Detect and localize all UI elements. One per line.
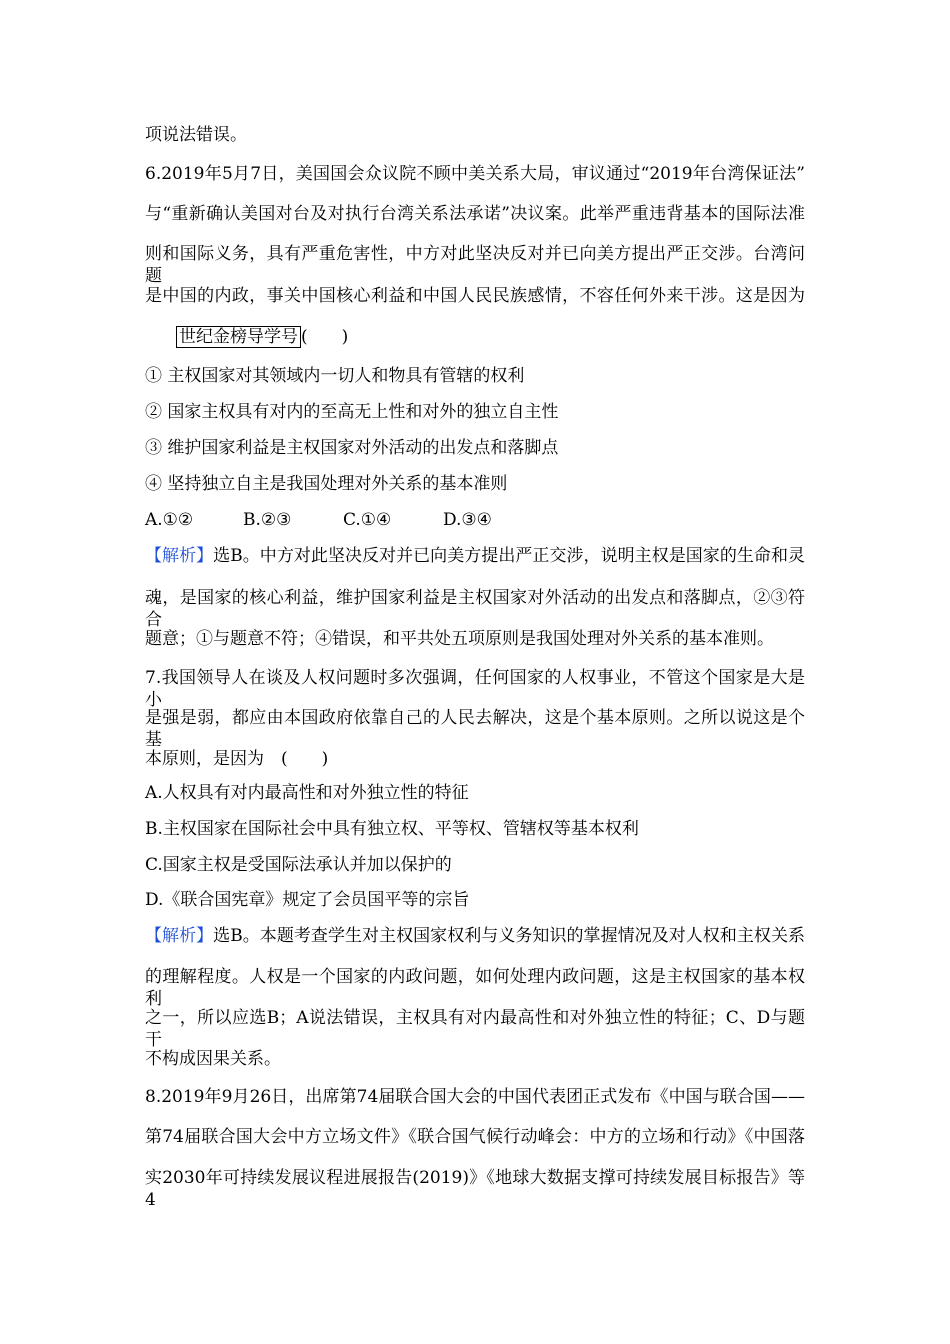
q6-option-d: D.③④ (443, 510, 492, 530)
q6-stem-line: 6.2019年5月7日，美国国会众议院不顾中美关系大局，审议通过“2019年台湾保证法” (145, 164, 805, 184)
q6-analysis-line: 【解析】选B。中方对此坚决反对并已向美方提出严正交涉，说明主权是国家的生命和灵 (145, 546, 806, 566)
q6-option-c: C.①④ (343, 510, 392, 530)
analysis-tag: 【解析】 (145, 546, 214, 566)
q7-option-c: C.国家主权是受国际法承认并加以保护的 (145, 855, 452, 875)
q6-item: ① 主权国家对其领域内一切人和物具有管辖的权利 (145, 366, 525, 386)
q8-stem-line: 8.2019年9月26日，出席第74届联合国大会的中国代表团正式发布《中国与联合国—— (145, 1087, 805, 1107)
q6-source-line (176, 326, 348, 348)
q6-item: ② 国家主权具有对内的至高无上性和对外的独立自主性 (145, 402, 559, 422)
q6-item: ③ 维护国家利益是主权国家对外活动的出发点和落脚点 (145, 438, 559, 458)
q7-stem-line: 本原则，是因为 ( ) (145, 749, 329, 769)
q6-option-a: A.①② (145, 510, 194, 530)
q6-option-b: B.②③ (243, 510, 292, 530)
q6-stem-line: 是中国的内政，事关中国核心利益和中国人民民族感情，不容任何外来干涉。这是因为 (145, 286, 805, 306)
answer-paren: ( ) (301, 327, 349, 347)
q6-stem-line: 则和国际义务，具有严重危害性，中方对此坚决反对并已向美方提出严正交涉。台湾问题 (145, 244, 805, 286)
q7-option-d: D.《联合国宪章》规定了会员国平等的宗旨 (145, 890, 470, 910)
q6-options (145, 509, 492, 531)
q6-analysis-line: 魂，是国家的核心利益，维护国家利益是主权国家对外活动的出发点和落脚点，②③符合 (145, 588, 805, 630)
analysis-tag: 【解析】 (145, 926, 214, 946)
source-tag: 世纪金榜导学号 (176, 326, 301, 348)
q7-option-b: B.主权国家在国际社会中具有独立权、平等权、管辖权等基本权利 (145, 819, 639, 839)
q6-stem-line: 与“重新确认美国对台及对执行台湾关系法承诺”决议案。此举严重违背基本的国际法准 (145, 204, 805, 224)
q7-option-a: A.人权具有对内最高性和对外独立性的特征 (145, 783, 469, 803)
q7-stem-line: 7.我国领导人在谈及人权问题时多次强调，任何国家的人权事业，不管这个国家是大是小 (145, 668, 805, 710)
q6-item: ④ 坚持独立自主是我国处理对外关系的基本准则 (145, 474, 508, 494)
q8-stem-line: 实2030年可持续发展议程进展报告(2019)》《地球大数据支撑可持续发展目标报告》等4 (145, 1168, 805, 1210)
q7-analysis-line: 的理解程度。人权是一个国家的内政问题，如何处理内政问题，这是主权国家的基本权利 (145, 967, 805, 1009)
q7-analysis-line: 之一，所以应选B；A说法错误，主权具有对内最高性和对外独立性的特征；C、D与题干 (145, 1008, 805, 1050)
q6-analysis-line: 题意；①与题意不符；④错误，和平共处五项原则是我国处理对外关系的基本准则。 (145, 629, 774, 649)
q7-analysis-line: 不构成因果关系。 (145, 1049, 281, 1069)
q5-tail: 项说法错误。 (145, 125, 247, 145)
q7-analysis-line: 【解析】选B。本题考查学生对主权国家权利与义务知识的掌握情况及对人权和主权关系 (145, 926, 806, 946)
q7-stem-line: 是强是弱，都应由本国政府依靠自己的人民去解决，这是个基本原则。之所以说这是个基 (145, 708, 805, 750)
q8-stem-line: 第74届联合国大会中方立场文件》《联合国气候行动峰会：中方的立场和行动》《中国落 (145, 1127, 805, 1147)
